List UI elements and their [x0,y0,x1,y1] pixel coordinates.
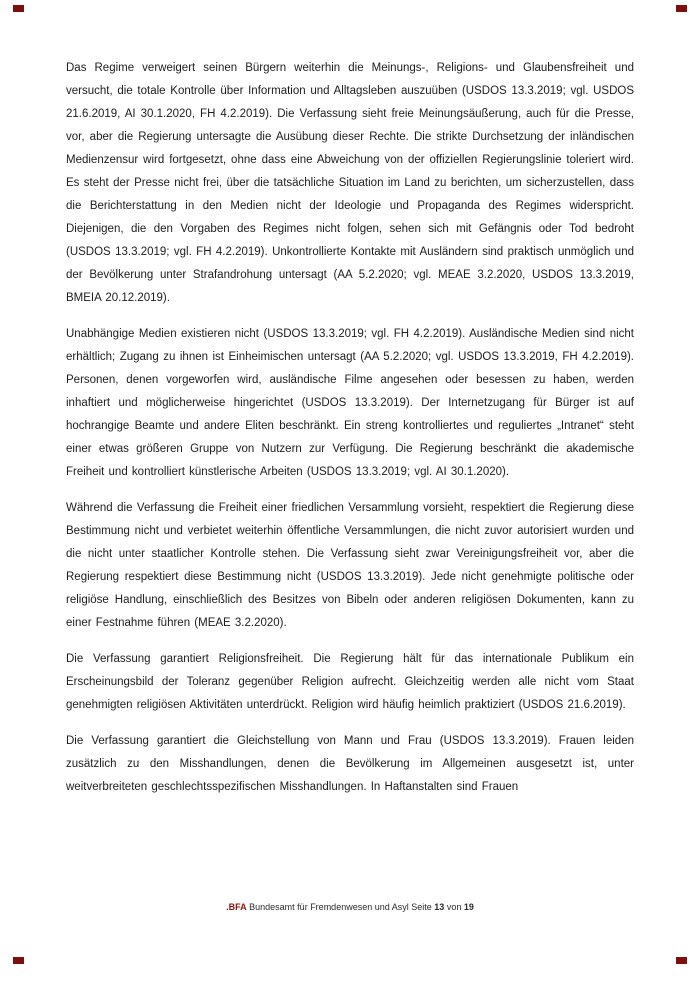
body-paragraph: Die Verfassung garantiert die Gleichstellung von Mann und Frau (USDOS 13.3.2019). Frauen leiden zusätzlich zu den Misshandlungen, denen die Bevölkerung im Allgemeinen ausgesetzt ist, unter weitverbreiteten geschlechtsspezifischen Misshandlungen. In Haftanstalten sind Frauen [66,735,634,793]
body-paragraph: Unabhängige Medien existieren nicht (USDOS 13.3.2019; vgl. FH 4.2.2019). Ausländische Medien sind nicht erhältlich; Zugang zu ihnen ist Einheimischen untersagt (AA 5.2.2020; vgl. USDOS 13.3.2019, FH 4.2.2019). Personen, denen vorgeworfen wird, ausländische Filme angesehen oder besessen zu haben, werden inhaftiert und möglicherweise hingerichtet (USDOS 13.3.2019). Der Internetzugang für Bürger ist auf hochrangige Beamte und andere Eliten beschränkt. Ein streng kontrolliertes und reguliertes „Intranet“ steht einer etwas größeren Gruppe von Nutzern zur Verfügung. Die Regierung beschränkt die akademische Freiheit und kontrolliert künstlerische Arbeiten (USDOS 13.3.2019; vgl. AI 30.1.2020). [66,328,634,478]
footer-page-total: 19 [463,902,474,912]
footer-page-word: Seite [411,902,432,912]
body-paragraph: Während die Verfassung die Freiheit einer friedlichen Versammlung vorsieht, respektiert die Regierung diese Bestimmung nicht und verbietet weiterhin öffentliche Versammlungen, die nicht zuvor autorisiert wurden und die nicht unter staatlicher Kontrolle stehen. Die Verfassung sieht zwar Vereinigungsfreiheit vor, aber die Regierung respektiert diese Bestimmung nicht (USDOS 13.3.2019). Jede nicht genehmigte politische oder religiöse Handlung, einschließlich des Besitzes von Bibeln oder anderen religiösen Dokumenten, kann zu einer Festnahme führen (MEAE 3.2.2020). [66,502,634,629]
page-footer [0,900,700,914]
footer-page-current: 13 [434,902,445,912]
page-body [66,57,634,799]
corner-registration-mark [676,957,687,964]
footer-organization: Bundesamt für Fremdenwesen und Asyl [249,902,409,912]
body-paragraph: Das Regime verweigert seinen Bürgern weiterhin die Meinungs-, Religions- und Glaubensfreiheit und versucht, die totale Kontrolle über Information und Alltagsleben auszuüben (USDOS 13.3.2019; vgl. USDOS 21.6.2019, AI 30.1.2020, FH 4.2.2019). Die Verfassung sieht freie Meinungsäußerung, auch für die Presse, vor, aber die Regierung untersagte die Ausübung dieser Rechte. Die strikte Durchsetzung der inländischen Medienzensur wird fortgesetzt, ohne dass eine Abweichung von der offiziellen Regierungslinie toleriert wird. Es steht der Presse nicht frei, über die tatsächliche Situation im Land zu berichten, um sicherzustellen, dass die Berichterstattung in den Medien nicht der Ideologie und Propaganda des Regimes widerspricht. Diejenigen, die den Vorgaben des Regimes nicht folgen, sehen sich mit Gefängnis oder Tod bedroht (USDOS 13.3.2019; vgl. FH 4.2.2019). Unkontrollierte Kontakte mit Ausländern sind praktisch unmöglich und der Bevölkerung unter Strafandrohung untersagt (AA 5.2.2020; vgl. MEAE 3.2.2020, USDOS 13.3.2019, BMEIA 20.12.2019). [66,62,634,304]
corner-registration-mark [676,5,687,12]
footer-page-connector: von [446,902,462,912]
corner-registration-mark [13,5,24,12]
bfa-logo: BFA [228,902,247,912]
body-paragraph: Die Verfassung garantiert Religionsfreiheit. Die Regierung hält für das internationale Publikum ein Erscheinungsbild der Toleranz gegenüber Religion aufrecht. Gleichzeitig werden alle nicht vom Staat genehmigten religiösen Aktivitäten unterdrückt. Religion wird häufig heimlich praktiziert (USDOS 21.6.2019). [66,653,634,711]
corner-registration-mark [13,957,24,964]
bfa-logo-dot: . [226,902,229,912]
